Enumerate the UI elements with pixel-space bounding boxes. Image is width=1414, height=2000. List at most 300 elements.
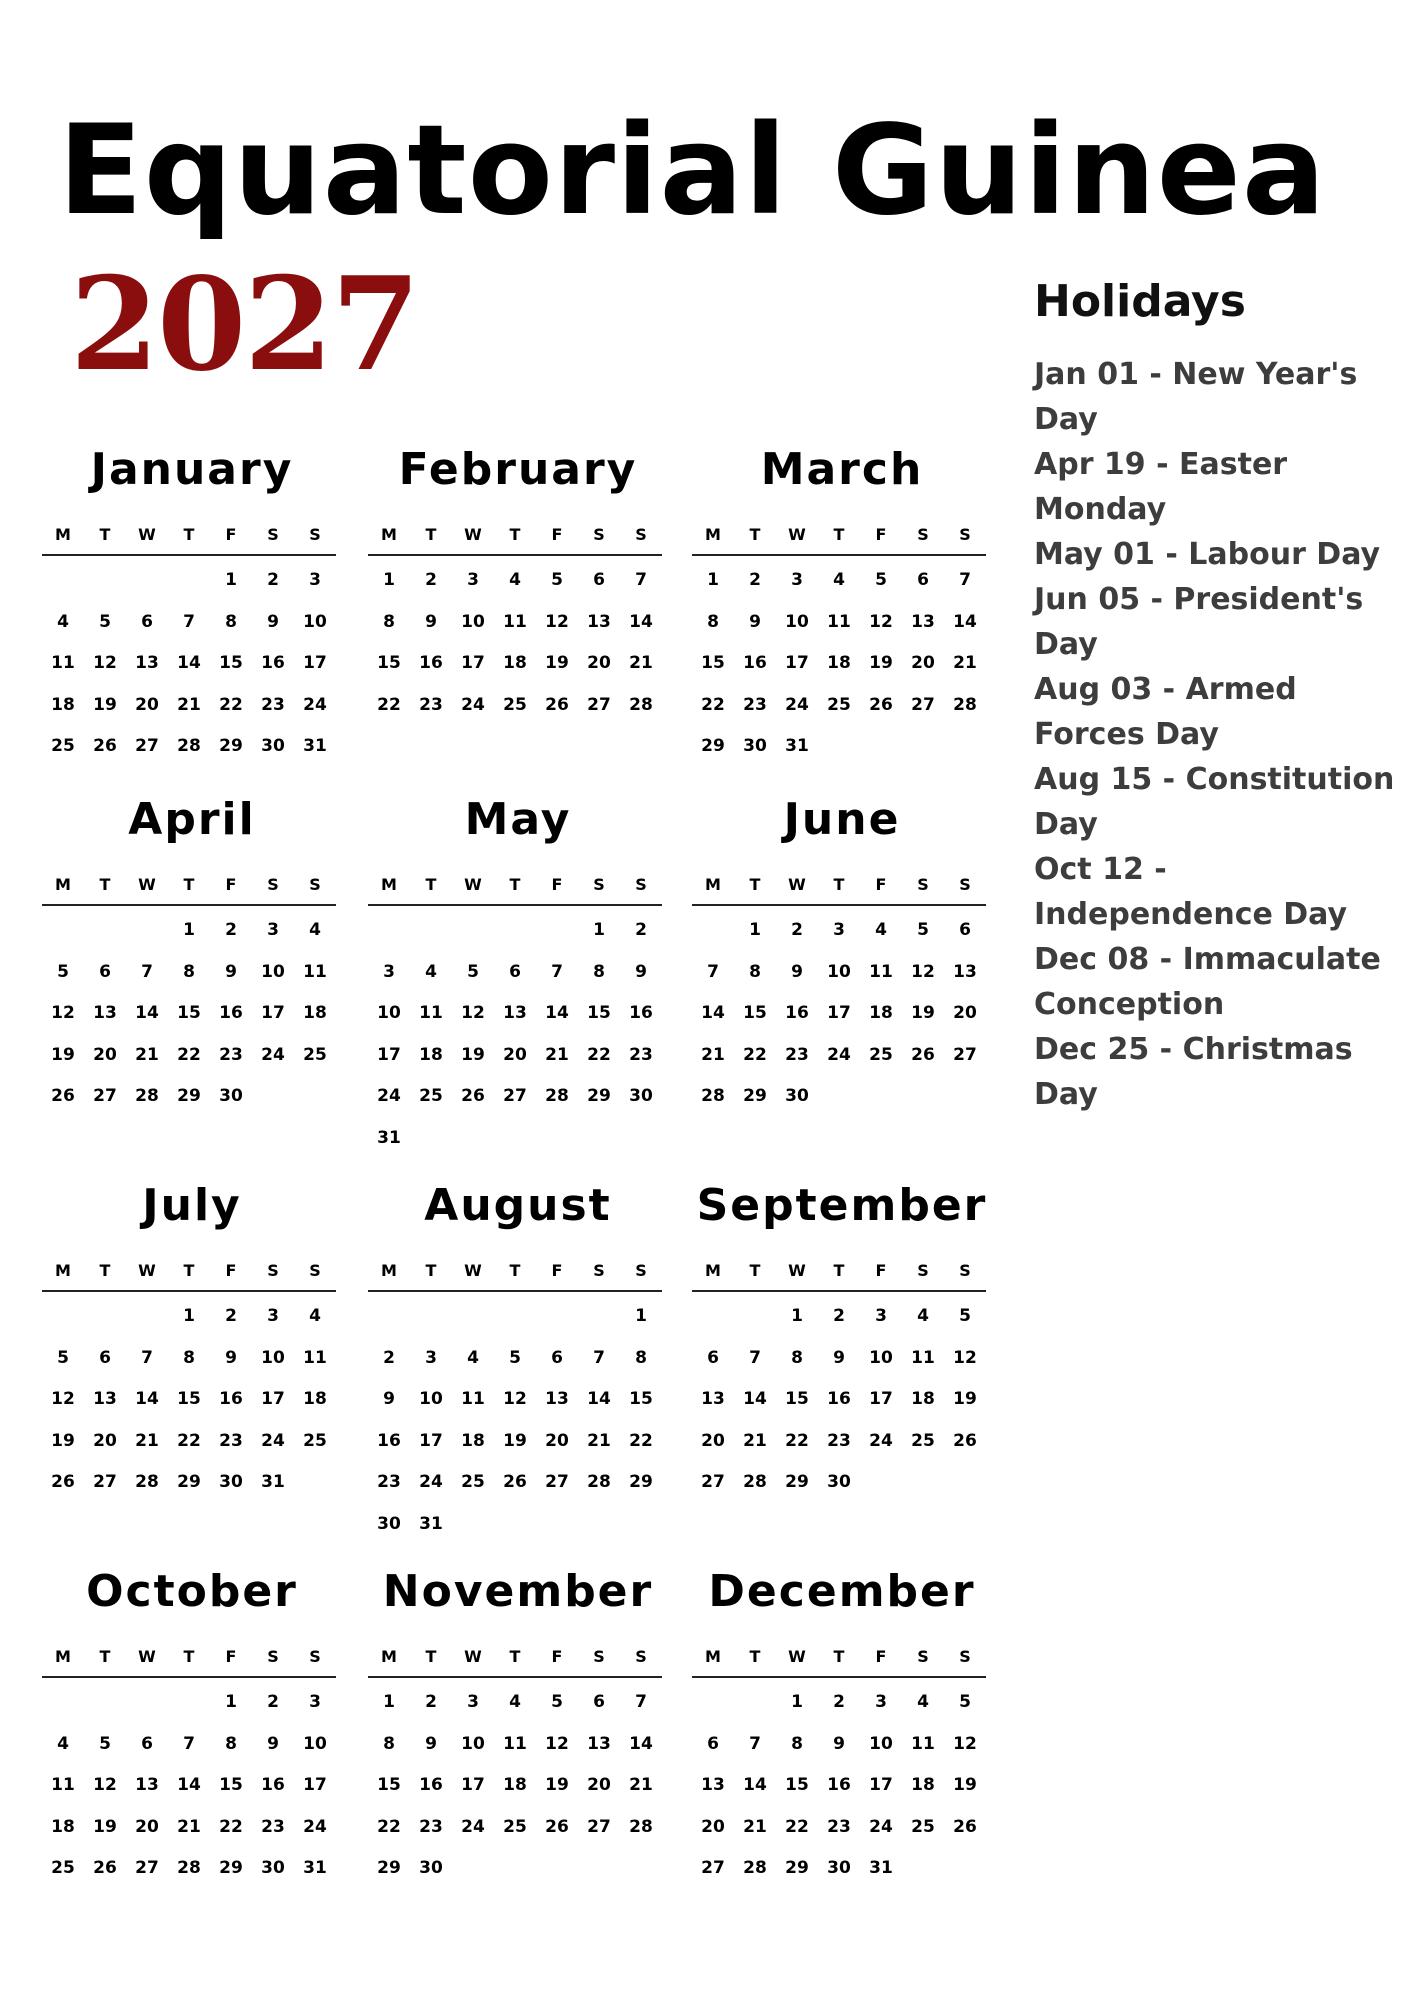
day-cell: 16: [419, 653, 443, 673]
weekday-label: T: [425, 1261, 437, 1280]
day-cell: 4: [509, 1692, 521, 1712]
day-cell: 2: [635, 920, 647, 940]
day-cell: 14: [177, 653, 201, 673]
day-cell: 17: [461, 653, 485, 673]
weekday-label: T: [183, 525, 195, 544]
day-cell: 1: [635, 1306, 647, 1326]
weekday-label: M: [55, 1647, 71, 1666]
weekday-label: S: [309, 525, 321, 544]
weekday-label: T: [833, 875, 845, 894]
day-cell: 18: [869, 1003, 893, 1023]
day-cell: 6: [141, 611, 153, 632]
day-cell: 1: [593, 920, 605, 940]
day-cell: 3: [267, 1306, 279, 1326]
day-cell: 4: [875, 920, 887, 940]
holiday-line: Jan 01 - New Year's: [1034, 357, 1358, 392]
day-cell: 14: [629, 611, 653, 632]
weekday-label: F: [875, 875, 887, 894]
day-cell: 2: [833, 1692, 845, 1712]
day-cell: 12: [93, 653, 117, 673]
weekday-header: [692, 500, 986, 556]
day-cell: 20: [93, 1044, 117, 1065]
day-cell: 30: [261, 736, 285, 756]
day-cell: 14: [587, 1389, 611, 1409]
weekday-label: S: [917, 875, 929, 894]
weekday-label: F: [225, 1261, 237, 1280]
day-cell: 30: [377, 1513, 401, 1534]
day-cell: 17: [869, 1389, 893, 1409]
day-cell: 7: [551, 961, 563, 982]
day-cell: 18: [51, 1816, 75, 1837]
day-cell: 31: [261, 1472, 285, 1492]
day-cell: 14: [177, 1775, 201, 1795]
month-name: September: [696, 1180, 988, 1231]
day-cell: 16: [377, 1430, 401, 1451]
month-name: October: [86, 1566, 298, 1617]
day-cell: 8: [183, 961, 195, 982]
weekday-label: T: [99, 1261, 111, 1280]
day-cell: 3: [425, 1347, 437, 1368]
weekday-label: F: [875, 1261, 887, 1280]
month-name: June: [783, 794, 901, 845]
day-cell: 3: [875, 1306, 887, 1326]
weekday-label: T: [183, 1647, 195, 1666]
weekday-label: T: [509, 1261, 521, 1280]
day-cell: 25: [869, 1044, 893, 1065]
day-cell: 17: [461, 1775, 485, 1795]
day-cell: 2: [425, 570, 437, 590]
day-cell: 12: [953, 1733, 977, 1754]
weekday-label: M: [705, 525, 721, 544]
day-cell: 9: [225, 1347, 237, 1368]
month-july: [42, 1176, 342, 1504]
empty-cell: [42, 1296, 84, 1338]
day-grid: [368, 906, 662, 1159]
day-cell: 6: [593, 1692, 605, 1712]
day-cell: 5: [875, 570, 887, 590]
weekday-label: F: [551, 1647, 563, 1666]
day-cell: 27: [953, 1044, 977, 1065]
day-cell: 24: [419, 1472, 443, 1492]
weekday-label: M: [381, 1647, 397, 1666]
empty-cell: [452, 910, 494, 952]
day-cell: 10: [461, 611, 485, 632]
day-cell: 9: [425, 611, 437, 632]
weekday-label: F: [225, 1647, 237, 1666]
day-cell: 9: [833, 1733, 845, 1754]
day-cell: 2: [225, 1306, 237, 1326]
day-cell: 11: [503, 1733, 527, 1754]
day-cell: 31: [419, 1513, 443, 1534]
day-cell: 6: [99, 961, 111, 982]
day-cell: 17: [869, 1775, 893, 1795]
weekday-label: W: [788, 875, 806, 894]
day-cell: 21: [177, 1816, 201, 1837]
day-cell: 6: [959, 920, 971, 940]
month-march: [692, 440, 992, 768]
weekday-label: T: [749, 525, 761, 544]
holiday-line: Oct 12 -: [1034, 852, 1167, 887]
day-cell: 3: [467, 570, 479, 590]
weekday-label: T: [99, 875, 111, 894]
day-cell: 11: [827, 611, 851, 632]
day-cell: 23: [743, 694, 767, 715]
weekday-label: M: [705, 875, 721, 894]
day-cell: 22: [377, 694, 401, 715]
day-cell: 4: [917, 1692, 929, 1712]
day-cell: 24: [461, 1816, 485, 1837]
weekday-header: [42, 1622, 336, 1678]
day-cell: 23: [377, 1472, 401, 1492]
day-cell: 4: [425, 961, 437, 982]
day-cell: 17: [827, 1003, 851, 1023]
empty-cell: [368, 910, 410, 952]
weekday-label: W: [788, 1647, 806, 1666]
day-cell: 28: [545, 1086, 569, 1106]
holiday-line: Dec 08 - Immaculate: [1034, 942, 1381, 977]
day-cell: 15: [587, 1003, 611, 1023]
day-cell: 27: [587, 694, 611, 715]
month-name: February: [398, 444, 638, 495]
empty-cell: [126, 1682, 168, 1724]
day-cell: 5: [99, 1733, 111, 1754]
day-cell: 2: [791, 920, 803, 940]
weekday-label: S: [267, 1261, 279, 1280]
day-cell: 21: [953, 653, 977, 673]
weekday-label: T: [99, 1647, 111, 1666]
day-cell: 22: [785, 1430, 809, 1451]
day-cell: 1: [383, 1692, 395, 1712]
weekday-label: S: [959, 875, 971, 894]
day-cell: 25: [303, 1044, 327, 1065]
day-cell: 17: [785, 653, 809, 673]
day-cell: 24: [827, 1044, 851, 1065]
day-cell: 10: [261, 1347, 285, 1368]
month-name: July: [142, 1180, 242, 1231]
day-cell: 27: [135, 736, 159, 756]
day-cell: 24: [461, 694, 485, 715]
empty-cell: [84, 560, 126, 602]
day-cell: 31: [785, 736, 809, 756]
weekday-label: F: [551, 525, 563, 544]
day-cell: 5: [57, 1347, 69, 1368]
day-cell: 18: [461, 1430, 485, 1451]
weekday-label: S: [309, 875, 321, 894]
month-name: December: [708, 1566, 976, 1617]
day-cell: 8: [707, 611, 719, 632]
month-name: March: [760, 444, 924, 495]
day-cell: 27: [545, 1472, 569, 1492]
holiday-line: Dec 25 - Christmas: [1034, 1032, 1353, 1067]
day-cell: 10: [377, 1003, 401, 1023]
weekday-header: [368, 500, 662, 556]
day-cell: 8: [225, 1733, 237, 1754]
day-cell: 23: [419, 694, 443, 715]
day-cell: 13: [701, 1775, 725, 1795]
page-title: Equatorial Guinea: [58, 99, 1327, 243]
day-cell: 7: [141, 961, 153, 982]
month-name: January: [90, 444, 294, 495]
day-cell: 18: [503, 1775, 527, 1795]
weekday-label: S: [635, 1261, 647, 1280]
weekday-header: [42, 1236, 336, 1292]
weekday-label: W: [788, 525, 806, 544]
weekday-label: M: [705, 1261, 721, 1280]
day-cell: 19: [869, 653, 893, 673]
day-cell: 24: [303, 1816, 327, 1837]
holiday-line: Day: [1034, 1077, 1098, 1112]
holiday-line: Jun 05 - President's: [1034, 582, 1364, 617]
day-cell: 10: [869, 1733, 893, 1754]
day-cell: 13: [503, 1003, 527, 1023]
weekday-label: F: [875, 1647, 887, 1666]
weekday-label: T: [749, 1261, 761, 1280]
empty-cell: [734, 1682, 776, 1724]
month-april: [42, 790, 342, 1118]
empty-cell: [410, 910, 452, 952]
weekday-label: T: [183, 1261, 195, 1280]
empty-cell: [692, 1296, 734, 1338]
day-cell: 31: [377, 1127, 401, 1148]
weekday-label: M: [381, 525, 397, 544]
weekday-label: S: [309, 1261, 321, 1280]
day-cell: 27: [911, 694, 935, 715]
weekday-label: T: [509, 525, 521, 544]
day-cell: 29: [377, 1858, 401, 1878]
day-cell: 23: [785, 1044, 809, 1065]
day-cell: 27: [93, 1472, 117, 1492]
day-cell: 24: [785, 694, 809, 715]
day-cell: 6: [99, 1347, 111, 1368]
day-cell: 29: [177, 1472, 201, 1492]
empty-cell: [42, 910, 84, 952]
day-cell: 10: [303, 611, 327, 632]
month-name: August: [424, 1180, 612, 1231]
day-cell: 26: [953, 1430, 977, 1451]
day-cell: 28: [177, 736, 201, 756]
day-cell: 25: [503, 694, 527, 715]
day-cell: 18: [303, 1389, 327, 1409]
day-cell: 10: [827, 961, 851, 982]
day-cell: 13: [93, 1389, 117, 1409]
day-cell: 3: [791, 570, 803, 590]
day-cell: 30: [419, 1858, 443, 1878]
weekday-label: S: [917, 1647, 929, 1666]
day-cell: 10: [869, 1347, 893, 1368]
day-cell: 21: [743, 1430, 767, 1451]
day-cell: 5: [57, 961, 69, 982]
weekday-label: F: [225, 525, 237, 544]
day-cell: 20: [135, 1816, 159, 1837]
day-cell: 21: [701, 1044, 725, 1065]
day-cell: 7: [183, 1733, 195, 1754]
day-grid: [368, 1678, 662, 1890]
day-cell: 18: [303, 1003, 327, 1023]
day-cell: 13: [587, 1733, 611, 1754]
day-cell: 30: [219, 1472, 243, 1492]
day-cell: 2: [425, 1692, 437, 1712]
day-cell: 25: [827, 694, 851, 715]
empty-cell: [368, 1296, 410, 1338]
day-cell: 26: [545, 694, 569, 715]
day-cell: 15: [219, 1775, 243, 1795]
day-cell: 10: [419, 1389, 443, 1409]
day-cell: 9: [749, 611, 761, 632]
weekday-label: S: [917, 525, 929, 544]
day-cell: 3: [309, 570, 321, 590]
day-cell: 7: [749, 1733, 761, 1754]
weekday-label: S: [959, 1647, 971, 1666]
weekday-header: [692, 850, 986, 906]
weekday-header: [692, 1236, 986, 1292]
day-cell: 30: [743, 736, 767, 756]
day-cell: 15: [177, 1389, 201, 1409]
holiday-line: Day: [1034, 807, 1098, 842]
day-cell: 7: [635, 570, 647, 590]
weekday-label: W: [464, 875, 482, 894]
day-cell: 9: [225, 961, 237, 982]
day-grid: [692, 906, 986, 1118]
day-cell: 20: [701, 1430, 725, 1451]
day-cell: 8: [383, 611, 395, 632]
day-cell: 18: [503, 653, 527, 673]
day-cell: 9: [267, 1733, 279, 1754]
day-cell: 16: [419, 1775, 443, 1795]
day-cell: 21: [135, 1044, 159, 1065]
day-cell: 28: [629, 1816, 653, 1837]
day-cell: 25: [51, 1858, 75, 1878]
day-cell: 29: [587, 1086, 611, 1106]
holidays-panel: [1034, 272, 1404, 1117]
day-cell: 28: [743, 1472, 767, 1492]
day-cell: 8: [791, 1733, 803, 1754]
day-cell: 20: [911, 653, 935, 673]
day-cell: 24: [303, 694, 327, 715]
day-cell: 17: [261, 1003, 285, 1023]
day-cell: 24: [869, 1430, 893, 1451]
day-cell: 21: [629, 653, 653, 673]
day-cell: 9: [383, 1389, 395, 1409]
day-cell: 10: [303, 1733, 327, 1754]
weekday-label: M: [705, 1647, 721, 1666]
day-cell: 20: [503, 1044, 527, 1065]
day-cell: 19: [93, 1816, 117, 1837]
day-cell: 16: [785, 1003, 809, 1023]
day-cell: 7: [749, 1347, 761, 1368]
day-cell: 26: [953, 1816, 977, 1837]
day-cell: 7: [635, 1692, 647, 1712]
day-cell: 19: [461, 1044, 485, 1065]
day-cell: 3: [267, 920, 279, 940]
day-cell: 13: [93, 1003, 117, 1023]
day-cell: 12: [51, 1389, 75, 1409]
day-cell: 19: [545, 1775, 569, 1795]
weekday-label: S: [593, 875, 605, 894]
weekday-label: S: [267, 875, 279, 894]
day-cell: 6: [707, 1733, 719, 1754]
weekday-label: T: [509, 1647, 521, 1666]
weekday-label: M: [55, 525, 71, 544]
day-cell: 17: [419, 1430, 443, 1451]
day-cell: 29: [219, 1858, 243, 1878]
day-cell: 29: [785, 1858, 809, 1878]
day-cell: 28: [135, 1086, 159, 1106]
day-cell: 18: [911, 1389, 935, 1409]
day-cell: 13: [135, 1775, 159, 1795]
weekday-header: [42, 500, 336, 556]
holiday-line: Conception: [1034, 987, 1225, 1022]
day-cell: 31: [869, 1858, 893, 1878]
day-cell: 1: [225, 570, 237, 590]
day-cell: 14: [629, 1733, 653, 1754]
empty-cell: [42, 560, 84, 602]
empty-cell: [734, 1296, 776, 1338]
holiday-line: Forces Day: [1034, 717, 1219, 752]
empty-cell: [410, 1296, 452, 1338]
day-cell: 1: [225, 1692, 237, 1712]
day-cell: 5: [551, 1692, 563, 1712]
weekday-header: [42, 850, 336, 906]
month-may: [368, 790, 668, 1159]
holiday-line: Aug 03 - Armed: [1034, 672, 1297, 707]
day-cell: 25: [911, 1816, 935, 1837]
weekday-label: W: [138, 1647, 156, 1666]
day-cell: 12: [869, 611, 893, 632]
day-cell: 30: [827, 1858, 851, 1878]
day-cell: 13: [953, 961, 977, 982]
day-grid: [42, 1292, 336, 1504]
weekday-label: S: [635, 1647, 647, 1666]
day-cell: 13: [587, 611, 611, 632]
day-cell: 2: [833, 1306, 845, 1326]
day-cell: 17: [303, 1775, 327, 1795]
day-cell: 10: [785, 611, 809, 632]
empty-cell: [84, 910, 126, 952]
day-cell: 26: [93, 1858, 117, 1878]
day-cell: 20: [545, 1430, 569, 1451]
day-cell: 9: [833, 1347, 845, 1368]
holiday-line: Monday: [1034, 492, 1167, 527]
holiday-line: Day: [1034, 402, 1098, 437]
day-cell: 6: [509, 961, 521, 982]
day-cell: 8: [749, 961, 761, 982]
day-cell: 3: [875, 1692, 887, 1712]
day-cell: 1: [791, 1692, 803, 1712]
day-cell: 27: [135, 1858, 159, 1878]
holiday-line: Aug 15 - Constitution: [1034, 762, 1395, 797]
day-cell: 22: [587, 1044, 611, 1065]
weekday-label: F: [225, 875, 237, 894]
day-cell: 11: [461, 1389, 485, 1409]
day-cell: 30: [261, 1858, 285, 1878]
day-cell: 1: [183, 920, 195, 940]
weekday-label: W: [464, 1261, 482, 1280]
day-cell: 30: [827, 1472, 851, 1492]
day-cell: 7: [141, 1347, 153, 1368]
day-cell: 22: [629, 1430, 653, 1451]
weekday-label: M: [381, 875, 397, 894]
day-cell: 14: [135, 1003, 159, 1023]
weekday-header: [368, 850, 662, 906]
day-cell: 5: [509, 1347, 521, 1368]
day-cell: 29: [701, 736, 725, 756]
day-cell: 28: [743, 1858, 767, 1878]
weekday-label: S: [267, 525, 279, 544]
day-grid: [368, 1292, 662, 1545]
empty-cell: [84, 1296, 126, 1338]
day-cell: 12: [93, 1775, 117, 1795]
day-cell: 28: [587, 1472, 611, 1492]
